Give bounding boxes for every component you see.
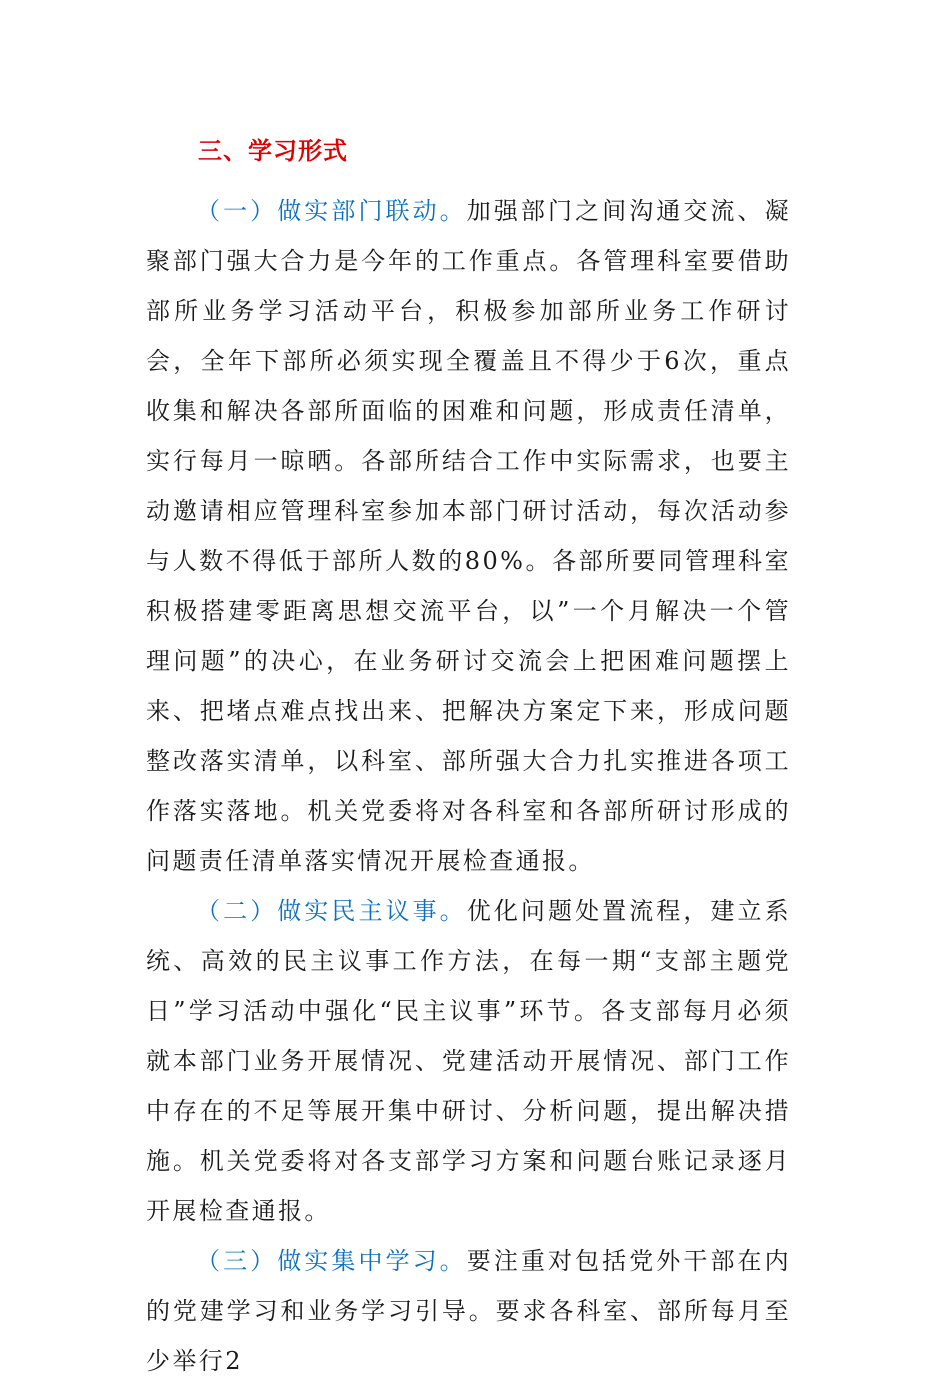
document-page [146, 126, 791, 1386]
paragraph-lead-title: （二）做实民主议事。 [196, 897, 467, 925]
paragraph-body: 要注重对包括党外干部在内的党建学习和业务学习引导。要求各科室、部所每月至少举行2 [146, 1247, 791, 1375]
paragraph-body: 优化问题处置流程，建立系统、高效的民主议事工作方法，在每一期“支部主题党日”学习活动中强化“民主议事”环节。各支部每月必须就本部门业务开展情况、党建活动开展情况、部门工作中存在的不足等展开集中研讨、分析问题，提出解决措施。机关党委将对各支部学习方案和问题台账记录逐月开展检查通报。 [146, 897, 791, 1225]
paragraph-department-linkage [146, 186, 791, 886]
paragraph-lead-title: （三）做实集中学习。 [196, 1247, 467, 1275]
paragraph-centralized-study [146, 1236, 791, 1386]
section-heading: 三、学习形式 [198, 137, 348, 165]
paragraph-democratic-discussion [146, 886, 791, 1236]
paragraph-body: 加强部门之间沟通交流、凝聚部门强大合力是今年的工作重点。各管理科室要借助部所业务学习活动平台，积极参加部所业务工作研讨会，全年下部所必须实现全覆盖且不得少于6次，重点收集和解决各部所面临的困难和问题，形成责任清单，实行每月一晾晒。各部所结合工作中实际需求，也要主动邀请相应管理科室参加本部门研讨活动，每次活动参与人数不得低于部所人数的80%。各部所要同管理科室积极搭建零距离思想交流平台，以”一个月解决一个管理问题”的决心，在业务研讨交流会上把困难问题摆上来、把堵点难点找出来、把解决方案定下来，形成问题整改落实清单，以科室、部所强大合力扎实推进各项工作落实落地。机关党委将对各科室和各部所研讨形成的问题责任清单落实情况开展检查通报。 [146, 197, 791, 875]
paragraph-lead-title: （一）做实部门联动。 [196, 197, 467, 225]
